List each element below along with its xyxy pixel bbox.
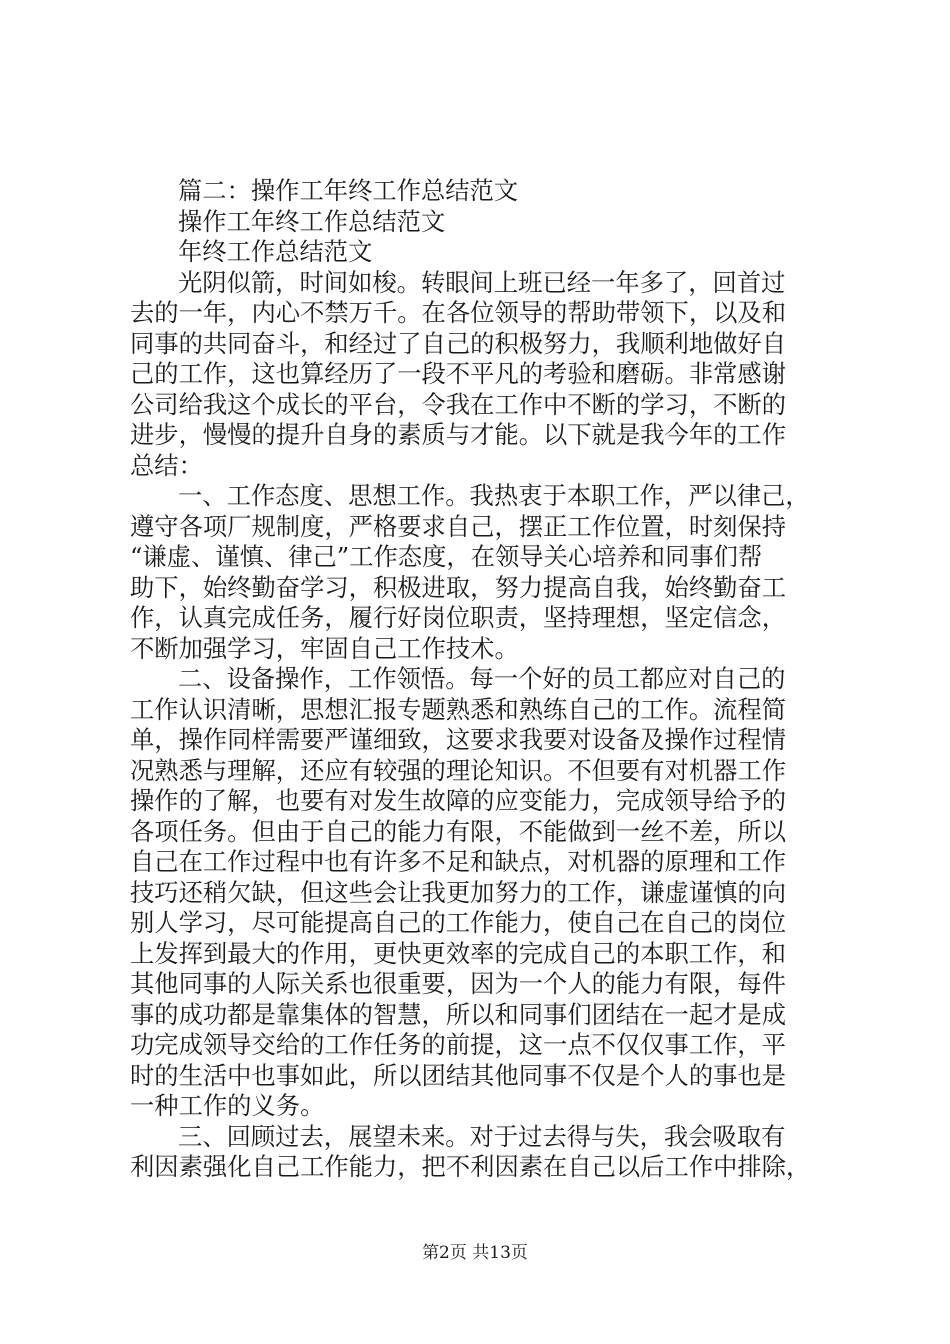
text-line: 遵守各项厂规制度，严格要求自己，摆正工作位置，时刻保持 — [130, 511, 787, 541]
heading-subtitle: 年终工作总结范文 — [178, 237, 373, 266]
text-line: 工作认识清晰，思想汇报专题熟悉和熟练自己的工作。流程简 — [130, 694, 787, 724]
text-line: 功完成领导交给的工作任务的前提，这一点不仅仅事工作，平 — [130, 1030, 787, 1059]
text-line: 二、设备操作，工作领悟。每一个好的员工都应对自己的 — [178, 664, 786, 693]
text-line: 三、回顾过去，展望未来。对于过去得与失，我会吸取有 — [178, 1121, 786, 1151]
text-line: 作，认真完成任务，履行好岗位职责，坚持理想，坚定信念， — [130, 603, 787, 632]
text-line: 同事的共同奋斗，和经过了自己的积极努力，我顺利地做好自 — [130, 328, 787, 358]
text-line: 助下，始终勤奋学习，积极进取，努力提高自我，始终勤奋工 — [130, 572, 787, 602]
text-line: 技巧还稍欠缺，但这些会让我更加努力的工作，谦虚谨慎的向 — [130, 877, 787, 907]
text-line: 操作的了解，也要有对发生故障的应变能力，完成领导给予的 — [130, 786, 787, 815]
heading-title: 操作工年终工作总结范文 — [178, 206, 446, 236]
heading-section: 篇二：操作工年终工作总结范文 — [178, 176, 519, 205]
paragraph-lines — [130, 268, 830, 1183]
text-line: 况熟悉与理解，还应有较强的理论知识。不但要有对机器工作 — [130, 755, 787, 785]
text-line: 利因素强化自己工作能力，把不利因素在自己以后工作中排除， — [130, 1152, 811, 1181]
text-line: 别人学习，尽可能提高自己的工作能力，使自己在自己的岗位 — [130, 908, 787, 937]
page-number-footer: 第2页 共13页 — [422, 1243, 528, 1263]
text-line: 一种工作的义务。 — [130, 1091, 325, 1120]
text-line: “谦虚、谨慎、律己”工作态度，在领导关心培养和同事们帮 — [130, 542, 763, 571]
text-line: 进步，慢慢的提升自身的素质与才能。以下就是我今年的工作 — [130, 420, 787, 449]
text-line: 总结： — [130, 450, 203, 480]
text-line: 时的生活中也事如此，所以团结其他同事不仅是个人的事也是 — [130, 1060, 787, 1090]
text-line: 事的成功都是靠集体的智慧，所以和同事们团结在一起才是成 — [130, 999, 787, 1029]
text-line: 单，操作同样需要严谨细致，这要求我要对设备及操作过程情 — [130, 725, 787, 754]
text-line: 去的一年，内心不禁万千。在各位领导的帮助带领下，以及和 — [130, 298, 787, 327]
text-line: 己的工作，这也算经历了一段不平凡的考验和磨砺。非常感谢 — [130, 359, 787, 388]
text-line: 一、工作态度、思想工作。我热衷于本职工作，严以律己， — [178, 481, 810, 510]
text-line: 上发挥到最大的作用，更快更效率的完成自己的本职工作，和 — [130, 938, 787, 968]
text-line: 光阴似箭，时间如梭。转眼间上班已经一年多了，回首过 — [178, 267, 786, 297]
text-line: 其他同事的人际关系也很重要，因为一个人的能力有限，每件 — [130, 969, 787, 998]
text-line: 公司给我这个成长的平台，令我在工作中不断的学习，不断的 — [130, 389, 787, 419]
text-line: 不断加强学习，牢固自己工作技术。 — [130, 633, 519, 663]
text-line: 各项任务。但由于自己的能力有限，不能做到一丝不差，所以 — [130, 816, 787, 846]
text-line: 自己在工作过程中也有许多不足和缺点，对机器的原理和工作 — [130, 847, 787, 876]
document-body — [130, 176, 830, 1183]
